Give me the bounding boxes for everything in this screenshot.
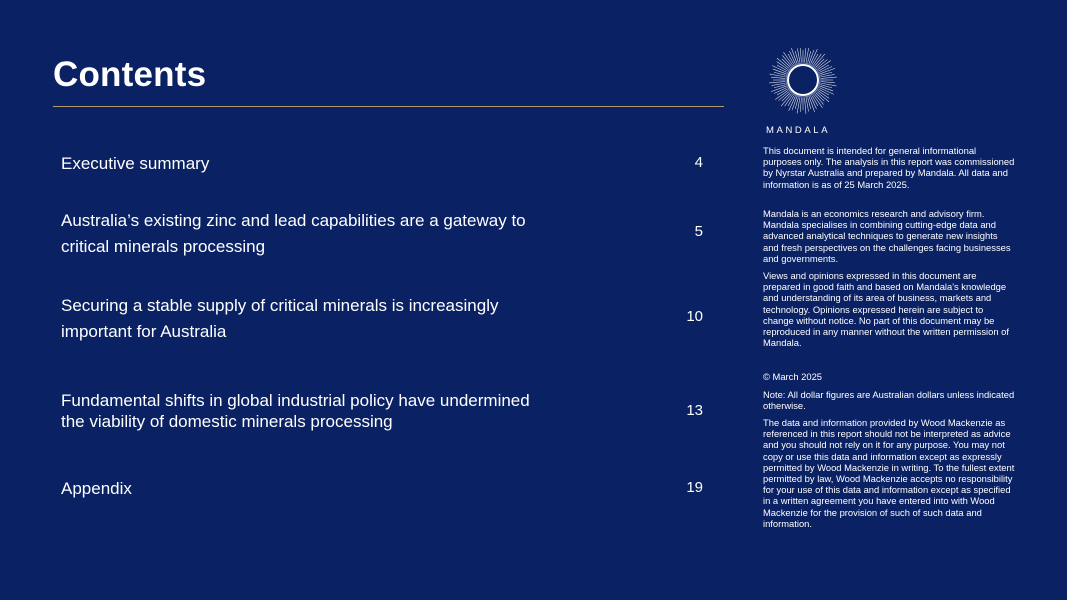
logo-ray: [821, 77, 837, 78]
toc-page-number: 10: [686, 308, 703, 325]
logo-ray: [795, 97, 798, 109]
logo-ray: [800, 98, 801, 112]
logo-ray: [820, 85, 832, 88]
toc-page-number: 19: [686, 479, 703, 496]
logo-ray: [805, 48, 806, 62]
logo-ray: [820, 72, 832, 75]
disclaimer-purpose: This document is intended for general informational purposes only. The analysis in this report was commissioned by Nyrstar Australia and prepared by Mandala. All data and information is as of 25 March 2025.: [763, 145, 1015, 190]
currency-note: Note: All dollar figures are Australian dollars unless indicated otherwise.: [763, 389, 1015, 412]
logo-ray: [769, 82, 785, 83]
page-title: Contents: [53, 55, 207, 94]
logo-ray: [808, 51, 811, 63]
logo-ray: [821, 82, 835, 83]
logo-ray: [774, 85, 786, 88]
logo-ray: [805, 98, 806, 114]
copyright: © March 2025: [763, 371, 823, 382]
logo-ray: [795, 51, 798, 63]
toc-page-number: 5: [694, 223, 703, 240]
toc-page-number: 13: [686, 402, 703, 419]
logo-ray: [774, 72, 786, 75]
logo-ray: [771, 77, 785, 78]
toc-item-critical-minerals-supply[interactable]: Securing a stable supply of critical minerals is increasingly important for Australia: [61, 296, 499, 341]
toc-item-industrial-policy-shifts[interactable]: Fundamental shifts in global industrial policy have undermined the viability of domestic minerals processing: [61, 391, 530, 431]
wood-mackenzie-disclaimer: The data and information provided by Wood Mackenzie as referenced in this report should not be interpreted as advice and you should not rely on it for any purpose. You may not copy or use this data and information except as expressly permitted by Wood Mackenzie in writing. To the fullest extent permitted by law, Wood Mackenzie accepts no responsibility for your use of this data and information except as specified in a written agreement you have entered into with Wood Mackenzie for the provision of such of such data and information.: [763, 417, 1015, 529]
toc-item-zinc-lead-capabilities[interactable]: Australia’s existing zinc and lead capabilities are a gateway to critical minerals processing: [61, 211, 526, 256]
logo-wordmark: MANDALA: [766, 125, 831, 136]
logo-ray: [808, 97, 811, 109]
logo-ray: [800, 48, 801, 62]
about-mandala: Mandala is an economics research and advisory firm. Mandala specialises in combining cutting-edge data and advanced analytical techniques to generate new insights and fresh perspectives on the challenges facing businesses and governments.: [763, 208, 1011, 264]
toc-page-number: 4: [694, 154, 703, 171]
toc-item-executive-summary[interactable]: Executive summary: [61, 154, 210, 173]
title-divider: [53, 106, 724, 107]
disclaimer-views: Views and opinions expressed in this document are prepared in good faith and based on Mandala's knowledge and understanding of its area of business, markets and technology. Opinions expressed herein are subject to change without notice. No part of this document may be reproduced in any manner without the written permission of Mandala.: [763, 270, 1009, 349]
toc-item-appendix[interactable]: Appendix: [61, 479, 132, 498]
